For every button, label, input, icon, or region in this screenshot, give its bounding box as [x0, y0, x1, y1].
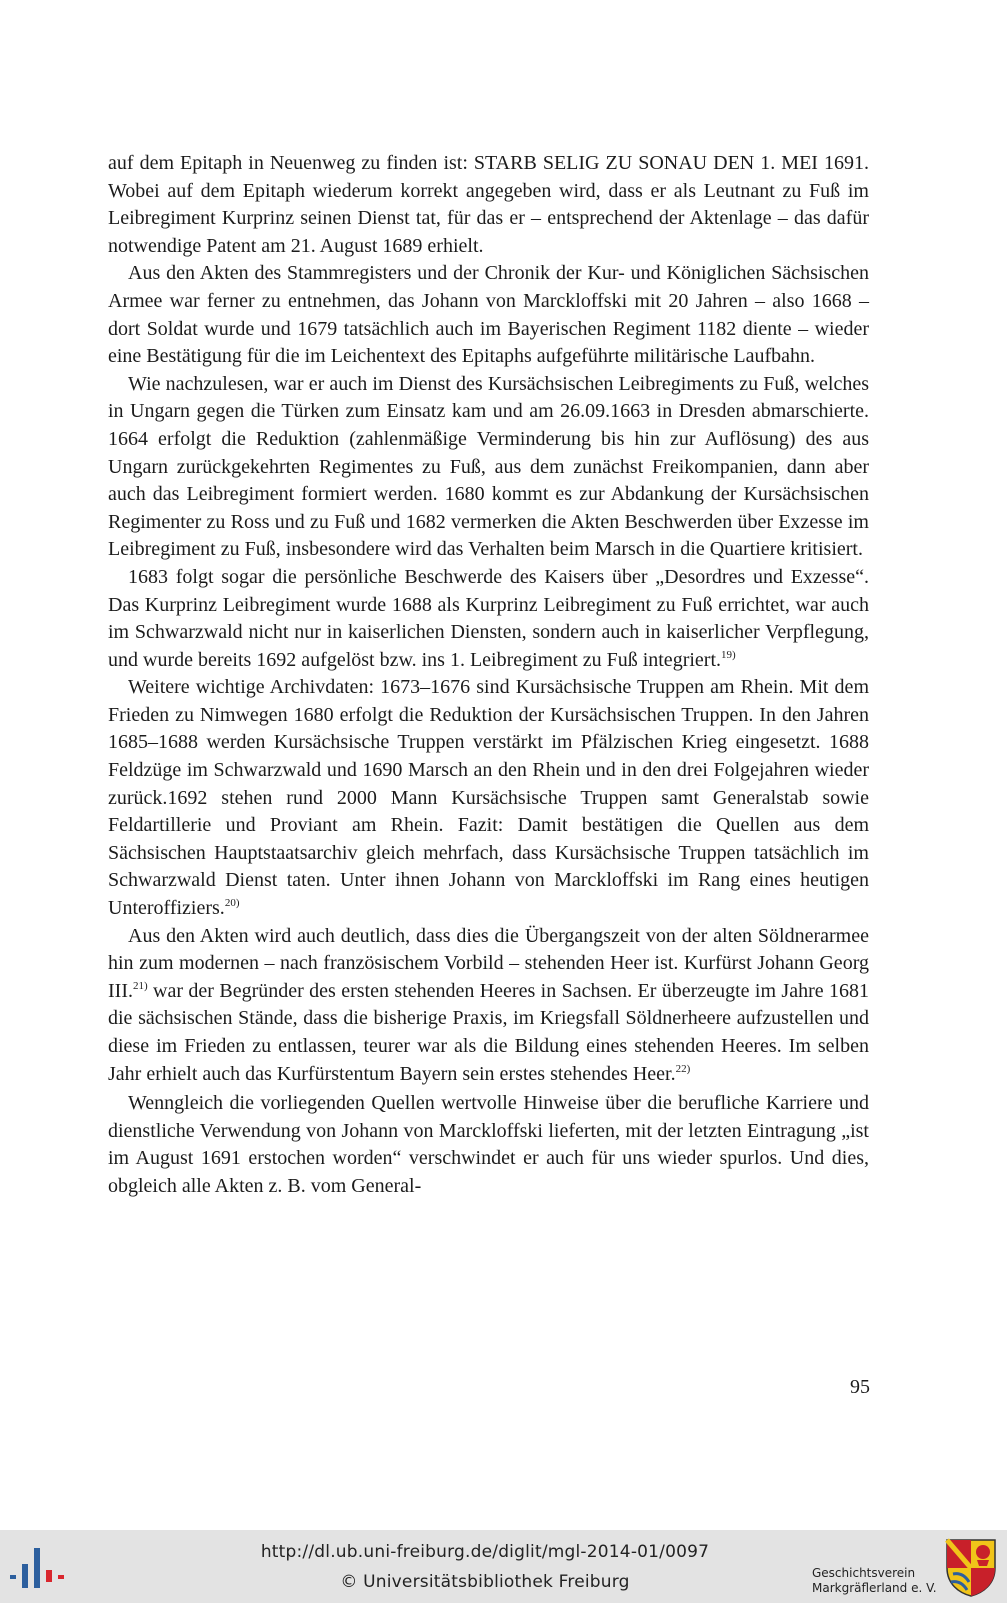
paragraph-6 [108, 923, 869, 1089]
paragraph-4 [108, 564, 869, 674]
paragraph-6-text-a: Aus den Akten wird auch deutlich, dass dies die Übergangszeit von der alten Söldnerarmee hin zum modernen – nach französischem Vorbild – stehenden Heer ist. Kurfürst Johann Georg III. [108, 924, 869, 1002]
paragraph-7 [108, 1090, 869, 1200]
paragraph-3 [108, 371, 869, 564]
paragraph-6-text-b: war der Begründer des ersten stehenden Heeres in Sachsen. Er überzeugte im Jahre 1681 die sächsischen Stände, dass die bisherige Praxis, im Kriegsfall Söldnerheere aufzustellen und diese im Frieden zu entlassen, teurer war als die Bildung eines stehenden Heeres. Im selben Jahr erhielt auch das Kurfürstentum Bayern sein erstes stehendes Heer. [108, 979, 869, 1085]
paragraph-5-text: Weitere wichtige Archivdaten: 1673–1676 sind Kursächsische Truppen am Rhein. Mit dem Frieden zu Nimwegen 1680 erfolgt die Reduktion der Kursächsischen Truppen. In den Jahren 1685–1688 werden Kursächsische Truppen verstärkt im Pfälzischen Krieg eingesetzt. 1688 Feldzüge im Schwarzwald und 1690 Marsch an den Rhein und in den drei Folgejahren wieder zurück.1692 stehen rund 2000 Mann Kursächsische Truppen samt Generalstab sowie Feldartillerie und Proviant am Rhein. Fazit: Damit bestätigen die Quellen aus dem Sächsischen Hauptstaatsarchiv gleich mehrfach, dass Kursächsische Truppen tatsächlich im Schwarzwald Dienst taten. Unter ihnen Johann von Marckloffski im Rang eines heutigen Unteroffiziers. [108, 676, 869, 920]
society-name-line-2: Markgräflerland e. V. [812, 1581, 937, 1595]
society-name [812, 1566, 937, 1596]
body-text [108, 150, 869, 1201]
footnote-ref-22[interactable]: 22) [675, 1062, 691, 1075]
paragraph-4-text: 1683 folgt sogar die persönliche Beschwerde des Kaisers über „Desordres und Exzesse“. Das Kurprinz Leibregiment wurde 1688 als Kurprinz Leibregiment zu Fuß errichtet, war auch im Schwarzwald nicht nur in kaiserlichen Diensten, sondern auch in kaiserlicher Verpflegung, und wurde bereits 1692 aufgelöst bzw. ins 1. Leibregiment zu Fuß integriert. [108, 565, 869, 671]
paragraph-1 [108, 150, 869, 260]
paragraph-2 [108, 260, 869, 370]
paragraph-7-text: Wenngleich die vorliegenden Quellen wertvolle Hinweise über die berufliche Karriere und dienstliche Verwendung von Johann von Marckloffski lieferten, mit der letzten Eintragung „ist im August 1691 erstochen worden“ verschwindet er auch für uns wieder spurlos. Und dies, obgleich alle Akten z. B. vom General- [108, 1092, 869, 1197]
footer-copyright: © Universitätsbibliothek Freiburg [340, 1572, 630, 1592]
footer-url-link[interactable]: http://dl.ub.uni-freiburg.de/diglit/mgl-2014-01/0097 [260, 1542, 710, 1562]
paragraph-3-text: Wie nachzulesen, war er auch im Dienst des Kursächsischen Leibregiments zu Fuß, welches in Ungarn gegen die Türken zum Einsatz kam und am 26.09.1663 in Dresden abmarschierte. 1664 erfolgt die Reduktion (zahlenmäßige Verminderung bis hin zur Auflösung) des aus Ungarn zurückgekehrten Regimentes zu Fuß, aus dem zunächst Freikompanien, dann aber auch das Leibregiment formiert werden. 1680 kommt es zur Abdankung der Kursächsischen Regimenter zu Ross und zu Fuß und 1682 vermerken die Akten Beschwerden über Exzesse im Leibregiment zu Fuß, insbesondere wird das Verhalten beim Marsch in die Quartiere kritisiert. [108, 372, 869, 561]
page-number: 95 [850, 1376, 870, 1398]
footnote-ref-21[interactable]: 21) [132, 979, 148, 992]
footer-bar [0, 1530, 1007, 1603]
library-bars-logo-icon[interactable] [10, 1548, 66, 1588]
coat-of-arms-icon[interactable] [945, 1538, 997, 1598]
society-name-line-1: Geschichtsverein [812, 1566, 916, 1580]
footnote-ref-19[interactable]: 19) [721, 648, 736, 661]
paragraph-2-text: Aus den Akten des Stammregisters und der Chronik der Kur- und Königlichen Sächsischen Armee war ferner zu entnehmen, das Johann von Marckloffski mit 20 Jahren – also 1668 – dort Soldat wurde und 1679 tatsächlich auch im Bayerischen Regiment 1182 diente – wieder eine Bestätigung für die im Leichentext des Epitaphs aufgeführte militärische Laufbahn. [108, 262, 869, 368]
footnote-ref-20[interactable]: 20) [224, 897, 240, 910]
paragraph-1-text: auf dem Epitaph in Neuenweg zu finden ist: STARB SELIG ZU SONAU DEN 1. MEI 1691. Wobei auf dem Epitaph wiederum korrekt angegeben wird, dass er als Leutnant zu Fuß im Leibregiment Kurprinz seinen Dienst tat, für das er – entsprechend der Aktenlage – das dafür notwendige Patent am 21. August 1689 erhielt. [108, 152, 869, 257]
paragraph-5 [108, 674, 869, 922]
